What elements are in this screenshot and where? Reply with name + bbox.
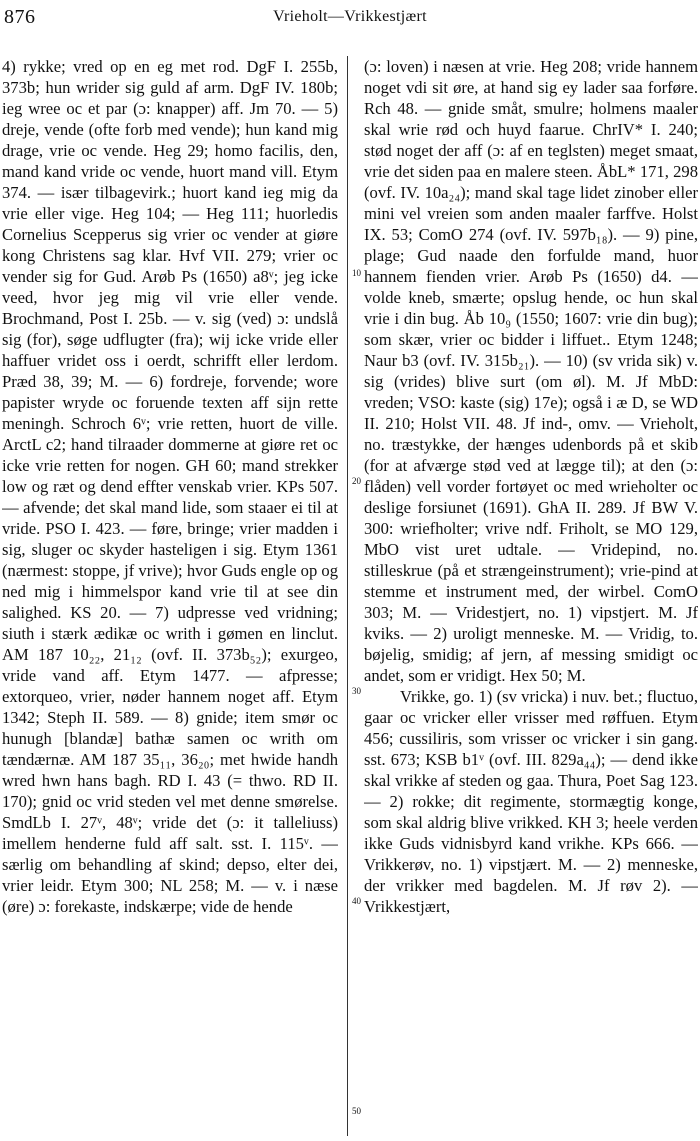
line-marker-20: 20 xyxy=(352,476,361,486)
entry-vrikke: Vrikke, go. 1) (sv vricka) i nuv. bet.; fluctuo, gaar oc vricker eller vrisser med røffuen. Etym 456; cussiliris, som vrisser oc vricker i sin gang. sst. 673; KSB b1ᵛ (ovf. III. 829a₄₄); — dend ikke skal vrikke af steden og gaa. Thura, Poet Sag 123. — 2) rokke; dit regimente, stormægtig konge, som skal aldrig blive vrikked. KH 3; heele verden ikke Guds vidnisbyrd kand vrikhe. KPs 666. — Vrikkerøv, no. 1) vipstjært. M. — 2) menneske, der vrikker med bagdelen. M. Jf røv 2). — Vrikkestjært, xyxy=(364,687,698,916)
line-marker-40: 40 xyxy=(352,896,361,906)
left-column xyxy=(2,56,338,1136)
line-marker-30: 30 xyxy=(352,686,361,696)
line-marker-50: 50 xyxy=(352,1106,361,1116)
column-divider xyxy=(347,56,348,1136)
right-column-text: (ɔ: loven) i næsen at vrie. Heg 208; vride hannem noget vdi sit øre, at hand sig ey lader saa forføre. Rch 48. — gnide småt, smulre; holmens maaler skal wrie rød och huyd faarue. ChrIV* I. 240; stød noget der aff (ɔ: af en teglsten) meget smaat, vrie det siden paa en malere steen. ÅbL* 171, 298 (ovf. IV. 10a₂₄); mand skal tage lidet zinober eller mini vel vreien som anden maaler farffve. Holst IX. 53; ComO 274 (ovf. IV. 597b₁₈). — 9) pine, plage; Gud naade den forfulde mand, huor hannem fienden vrier. Arøb Ps (1650) d4. — volde kneb, smærte; opslug hende, oc hun skal vrie i din bug. Åb 10₉ (1550; 1607: vrie din bug); som skær, vrier oc bidder i liffuet.. Etym 1248; Naur b3 (ovf. IV. 315b₂₁). — 10) (sv vrida sik) v. sig (vrides) blive surt (om øl). M. Jf MbD: vreden; VSO: kaste (sig) 17e); også i æ D, se WD II. 210; Holst VII. 48. Jf ind-, omv. — Vrieholt, no. træstykke, der hænges udenbords på et skib (for at afværge stød ved at lægge til); at den (ɔ: flåden) vell vorder fortøyet oc med wrieholter oc deslige forsiunet (1691). GhA II. 289. Jf BW V. 300: wriefholter; vrive ndf. Friholt, se MO 129, MbO vist uret udtale. — Vridepind, no. stilleskrue (på et strængeinstrument); vrie-pind at stemme et instrument med, der wirbel. ComO 303; M. — Vridestjert, no. 1) vipstjert. M. Jf kviks. — 2) uroligt menneske. M. — Vridig, to. bøjelig, smidig; af jern, af messing smidigt oc andet, som er vridigt. Hex 50; M. xyxy=(364,57,698,685)
running-title: Vrieholt—Vrikkestjært xyxy=(273,8,427,25)
page-number: 876 xyxy=(4,6,36,28)
line-marker-10: 10 xyxy=(352,268,361,278)
right-column xyxy=(364,56,698,1136)
page-header xyxy=(0,0,700,38)
left-column-text: 4) rykke; vred op en eg met rod. DgF I. 255b, 373b; hun wrider sig guld af arm. DgF IV. 180b; ieg wree oc et par (ɔ: knapper) aff. Jm 70. — 5) dreje, vende (ofte forb med vende); hun kand mig drage, vrie oc vende. Heg 29; homo facilis, den, mand kand vride oc vende, huort mand vill. Etym 374. — især tilbagevirk.; huort kand ieg mig da vrie eller vige. Heg 104; — Heg 111; huorledis Cornelius Scepperus sig vrier oc vender at giøre kong Christens sag klar. Hvf VII. 279; vrier oc vender sig for Gud. Arøb Ps (1650) a8ᵛ; jeg icke veed, hvor jeg mig vil vrie eller vende. Brochmand, Post I. 25b. — v. sig (ved) ɔ: undslå sig (for), søge udflugter (fra); wij icke vride eller haffuer vridet oss i oerdt, schrifft eller lerdom. Præd 38, 39; M. — 6) fordreje, forvende; wore papister wryde oc foruende texten aff sijn rette meningh. Schroch 6ᵛ; vrie retten, huort de ville. ArctL c2; hand tilraader dommerne at giøre ret oc icke vrie retten for nogen. GH 60; mand strekker low og ræt og dend effter venskab vrier. KPs 507. — afvende; det skal mand lide, som staaer ei til at vride. PSO I. 423. — føre, bringe; vrier madden i sig, sluger oc skyder hasteligen i sig. Etym 1361 (nærmest: stoppe, jf vrive); hvor Guds engle op og ned mig i himmelspor kand vrie til at see din salighed. KS 20. — 7) udpresse ved vridning; siuth i stærk ædikæ oc writh i gømen en linclut. AM 187 10₂₂, 21₁₂ (ovf. II. 373b₅₂); exurgeo, vride vand aff. Etym 1477. — afpresse; extorqueo, vrier, nøder hannem noget aff. Etym 1342; Steph II. 589. — 8) gnide; item smør oc hunugh [blandæ] bathæ samen oc writh om tændærnæ. AM 187 35₁₁, 36₂₀; met hwide handh wred hwn hans bagh. RD I. 43 (= thwo. RD II. 170); gnid oc vrid steden vel met denne smørelse. SmdLb I. 27ᵛ, 48ᵛ; vride det (ɔ: it talleliuss) imellem henderne fuld aff salt. sst. I. 115ᵛ. — særlig om behandling af skind; depso, elter dei, vrier leidr. Etym 300; NL 258; M. — v. i næse (øre) ɔ: forekaste, indskærpe; vide de hende xyxy=(2,57,338,916)
